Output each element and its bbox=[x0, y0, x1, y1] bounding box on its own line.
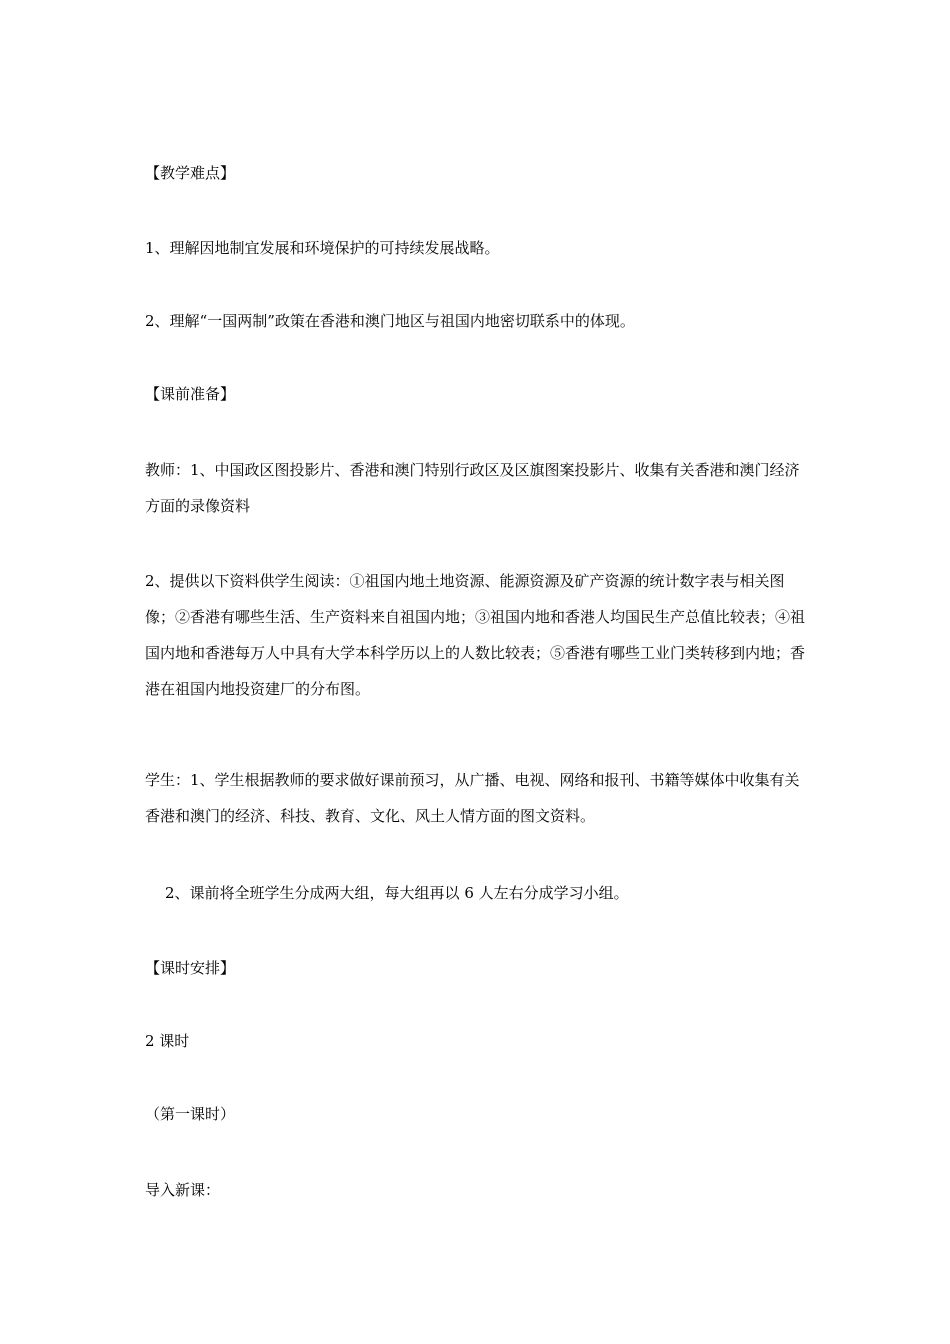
section-heading-schedule: 【课时安排】 bbox=[145, 959, 236, 977]
difficulty-item-1: 1、理解因地制宜发展和环境保护的可持续发展战略。 bbox=[145, 239, 500, 257]
teacher-preparation-1: 教师：1、中国政区图投影片、香港和澳门特别行政区及区旗图案投影片、收集有关香港和澳门经济方面的录像资料 bbox=[145, 461, 800, 515]
student-preparation-1: 学生：1、学生根据教师的要求做好课前预习，从广播、电视、网络和报刊、书籍等媒体中收集有关香港和澳门的经济、科技、教育、文化、风土人情方面的图文资料。 bbox=[145, 771, 800, 825]
section-heading-preparation: 【课前准备】 bbox=[145, 385, 236, 403]
teacher-preparation-2: 2、提供以下资料供学生阅读：①祖国内地土地资源、能源资源及矿产资源的统计数字表与相关图像；②香港有哪些生活、生产资料来自祖国内地；③祖国内地和香港人均国民生产总值比较表；④祖国内地和香港每万人中具有大学本科学历以上的人数比较表；⑤香港有哪些工业门类转移到内地；香港在祖国内地投资建厂的分布图。 bbox=[145, 572, 806, 698]
section-heading-difficulty: 【教学难点】 bbox=[145, 164, 236, 182]
intro-label: 导入新课： bbox=[145, 1181, 221, 1199]
student-preparation-2: 2、课前将全班学生分成两大组，每大组再以 6 人左右分成学习小组。 bbox=[165, 884, 629, 902]
difficulty-item-2: 2、理解“一国两制”政策在香港和澳门地区与祖国内地密切联系中的体现。 bbox=[145, 312, 635, 330]
schedule-value: 2 课时 bbox=[145, 1032, 190, 1050]
lesson-label: （第一课时） bbox=[145, 1105, 236, 1123]
